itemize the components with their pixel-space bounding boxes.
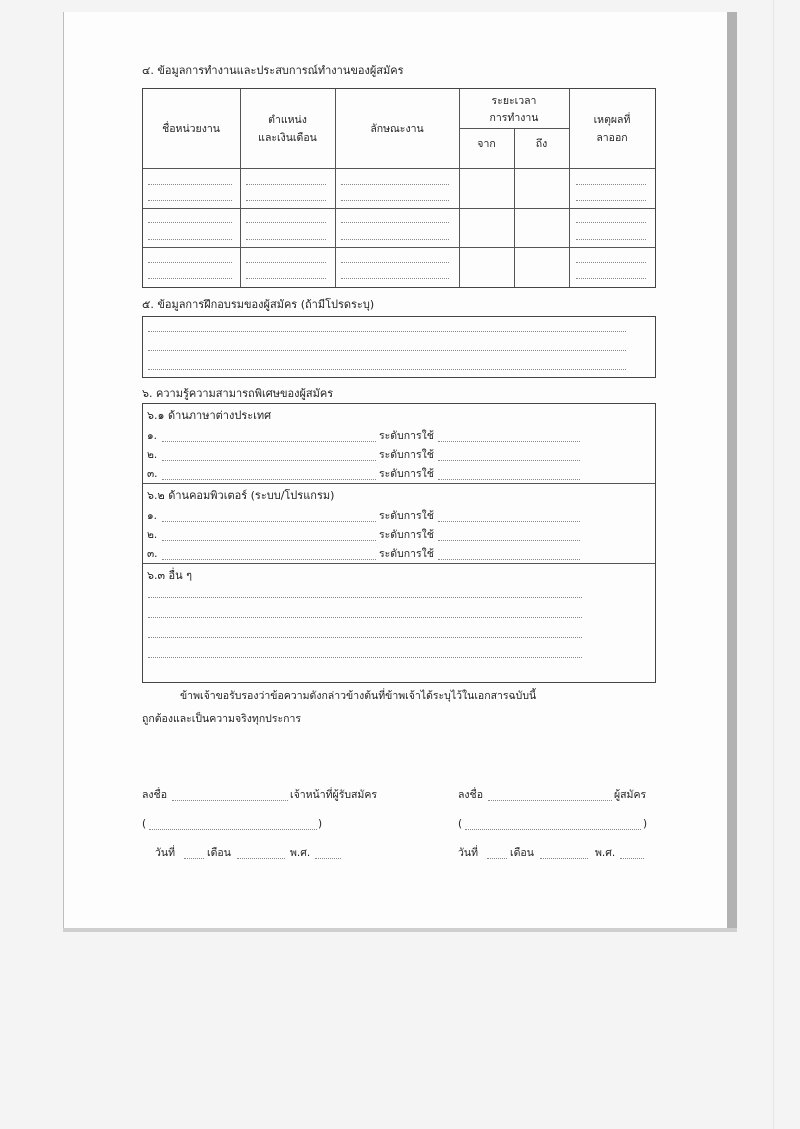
subsection-6-2-title: ๖.๒ ด้านคอมพิวเตอร์ (ระบบ/โปรแกรม)	[147, 489, 335, 502]
section5-heading: ๕. ข้อมูลการฝึกอบรมของผู้สมัคร (ถ้ามีโปรดระบุ)	[142, 298, 375, 311]
col-org-header: ชื่อหน่วยงาน	[162, 123, 220, 135]
col-period-header-l1: ระยะเวลา	[491, 95, 537, 107]
col-position-header-l1: ตำแหน่ง	[268, 114, 307, 126]
subsection-6-1-title: ๖.๑ ด้านภาษาต่างประเทศ	[147, 409, 272, 422]
section6-heading: ๖. ความรู้ความสามารถพิเศษของผู้สมัคร	[142, 387, 334, 400]
col-to-header: ถึง	[535, 138, 548, 150]
scan-bottom-edge	[63, 928, 737, 932]
subsection-6-3-title: ๖.๓ อื่น ๆ	[147, 569, 193, 582]
certification-line-2: ถูกต้องและเป็นความจริงทุกประการ	[142, 713, 302, 725]
certification-line-1: ข้าพเจ้าขอรับรองว่าข้อความดังกล่าวข้างต้นที่ข้าพเจ้าได้ระบุไว้ในเอกสารฉบับนี้	[180, 690, 537, 702]
col-reason-header-l2: ลาออก	[596, 132, 628, 144]
officer-name-line[interactable]	[149, 829, 317, 830]
col-from-header: จาก	[477, 138, 496, 150]
scan-margin-line	[773, 0, 774, 1129]
applicant-name-line[interactable]	[465, 829, 641, 830]
section4-heading: ๔. ข้อมูลการทำงานและประสบการณ์ทำงานของผู้สมัคร	[142, 64, 404, 77]
scan-shadow-bar	[727, 12, 737, 930]
applicant-role-label: ผู้สมัคร	[614, 789, 647, 801]
officer-role-label: เจ้าหน้าที่ผู้รับสมัคร	[290, 789, 378, 801]
col-position-header-l2: และเงินเดือน	[258, 132, 317, 144]
applicant-signature-line[interactable]	[488, 800, 612, 801]
col-period-header-l2: การทำงาน	[489, 112, 539, 124]
officer-year-field[interactable]	[315, 858, 341, 859]
col-reason-header-l1: เหตุผลที่	[593, 114, 631, 126]
applicant-day-field[interactable]	[487, 858, 507, 859]
officer-day-field[interactable]	[184, 858, 204, 859]
applicant-year-field[interactable]	[620, 858, 644, 859]
officer-signature-line[interactable]	[172, 800, 288, 801]
officer-month-field[interactable]	[237, 858, 285, 859]
applicant-month-field[interactable]	[540, 858, 588, 859]
col-nature-header: ลักษณะงาน	[370, 123, 424, 135]
